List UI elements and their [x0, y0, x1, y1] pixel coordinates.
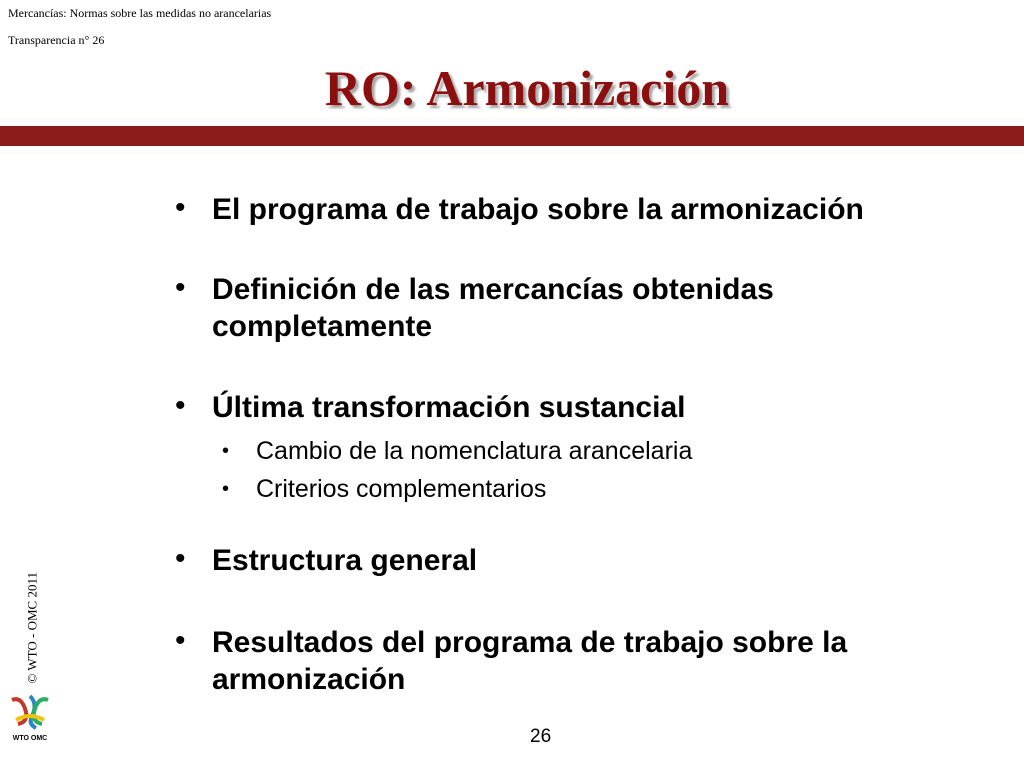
bullet-text: El programa de trabajo sobre la armonización	[212, 193, 864, 226]
bullet-text: Resultados del programa de trabajo sobre la	[212, 626, 848, 659]
bullet-text: completamente	[212, 310, 433, 343]
sub-bullet-text: Cambio de la nomenclatura arancelaria	[256, 437, 693, 465]
logo-text: WTO OMC	[12, 735, 48, 742]
page-number: 26	[530, 726, 552, 747]
bullet-icon: •	[175, 191, 186, 224]
bullet-text: Definición de las mercancías obtenidas	[212, 273, 774, 306]
copyright-notice: © WTO - OMC 2011	[24, 572, 40, 684]
title-divider-bar	[0, 126, 1024, 146]
wto-logo-icon	[8, 694, 52, 742]
bullet-text: Estructura general	[212, 544, 478, 577]
bullet-icon: •	[175, 271, 186, 304]
header-line-1: Mercancías: Normas sobre las medidas no arancelarias	[8, 6, 272, 20]
sub-bullet-icon: •	[222, 478, 230, 500]
bullet-icon: •	[175, 389, 186, 422]
bullet-text: armonización	[212, 663, 406, 696]
header-line-2: Transparencia n° 26	[8, 33, 105, 47]
sub-bullet-text: Criterios complementarios	[256, 475, 547, 503]
bullet-icon: •	[175, 624, 186, 657]
sub-bullet-icon: •	[222, 440, 230, 462]
slide-title: RO: Armonización	[324, 60, 730, 116]
bullet-icon: •	[175, 542, 186, 575]
bullet-text: Última transformación sustancial	[212, 391, 686, 424]
